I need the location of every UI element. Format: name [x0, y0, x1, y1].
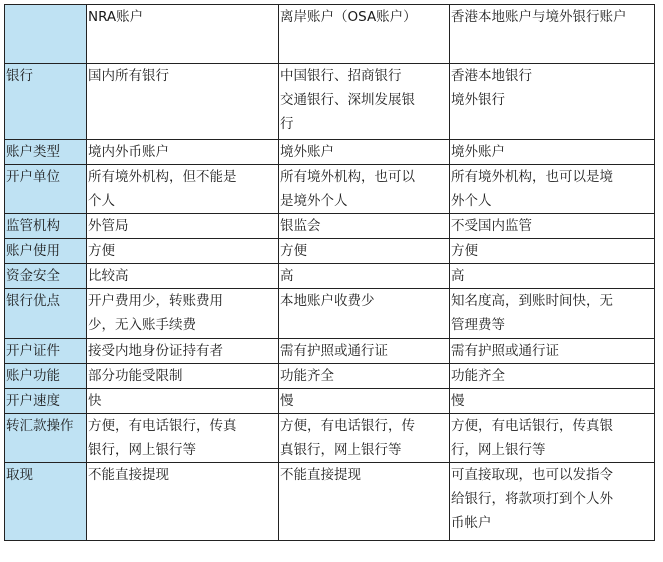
table-cell: [450, 264, 655, 289]
table-row: [5, 140, 655, 165]
cell-text-line: 境外账户: [280, 144, 334, 160]
table-cell: [279, 239, 450, 264]
table-cell: [279, 339, 450, 364]
row-label: 银行: [5, 64, 87, 140]
table-cell: [279, 165, 450, 214]
cell-text-line: 功能齐全: [280, 368, 334, 384]
cell-text-line: 不能直接提现: [88, 467, 169, 483]
row-label: 账户使用: [5, 239, 87, 264]
cell-text-line: 国内所有银行: [88, 68, 169, 84]
table-cell: [279, 289, 450, 339]
cell-text-line: 功能齐全: [451, 368, 505, 384]
cell-text-line: 行，网上银行等: [451, 442, 546, 458]
cell-text-line: 可直接取现，也可以发指令: [451, 467, 613, 483]
row-label: 银行优点: [5, 289, 87, 339]
table-row: [5, 339, 655, 364]
cell-text-line: 中国银行、招商银行: [280, 68, 402, 84]
cell-text-line: 香港本地银行: [451, 68, 532, 84]
table-row: [5, 463, 655, 541]
table-row: [5, 289, 655, 339]
row-label: 监管机构: [5, 214, 87, 239]
table-row: [5, 389, 655, 414]
cell-text-line: 不受国内监管: [451, 218, 532, 234]
table-cell: [450, 339, 655, 364]
table-row: [5, 165, 655, 214]
cell-text-line: 真银行，网上银行等: [280, 442, 402, 458]
row-label: 账户类型: [5, 140, 87, 165]
cell-text-line: 部分功能受限制: [88, 368, 183, 384]
table-cell: [87, 463, 279, 541]
cell-text-line: 需有护照或通行证: [451, 343, 559, 359]
table-cell: [279, 140, 450, 165]
table-body: [5, 64, 655, 541]
comparison-table-wrapper: [4, 4, 655, 541]
table-cell: [450, 140, 655, 165]
cell-text-line: 币帐户: [451, 515, 492, 531]
cell-text-line: 方便，有电话银行，传真: [88, 418, 237, 434]
table-cell: [279, 414, 450, 463]
table-cell: [279, 214, 450, 239]
cell-text-line: 外管局: [88, 218, 129, 234]
cell-text-line: 所有境外机构，也可以: [280, 169, 415, 185]
table-cell: [450, 414, 655, 463]
table-cell: [87, 64, 279, 140]
cell-text-line: 方便，有电话银行，传: [280, 418, 415, 434]
table-cell: [279, 364, 450, 389]
cell-text-line: 所有境外机构，也可以是境: [451, 169, 613, 185]
cell-text-line: 境外账户: [451, 144, 505, 160]
table-cell: [279, 64, 450, 140]
cell-text-line: 快: [88, 393, 102, 409]
cell-text-line: 慢: [451, 393, 465, 409]
cell-text-line: 给银行，将款项打到个人外: [451, 491, 613, 507]
cell-text-line: 需有护照或通行证: [280, 343, 388, 359]
table-cell: [279, 264, 450, 289]
row-label: 转汇款操作: [5, 414, 87, 463]
cell-text-line: 高: [280, 268, 294, 284]
table-row: [5, 214, 655, 239]
cell-text-line: 行: [280, 116, 294, 132]
table-row: [5, 364, 655, 389]
account-comparison-table: [4, 4, 655, 541]
table-cell: [279, 389, 450, 414]
header-nra-account: NRA账户: [87, 5, 279, 64]
cell-text-line: 不能直接提现: [280, 467, 361, 483]
table-row: [5, 264, 655, 289]
cell-text-line: 比较高: [88, 268, 129, 284]
table-cell: [87, 339, 279, 364]
header-row: [5, 5, 655, 64]
table-cell: [450, 389, 655, 414]
cell-text-line: 本地账户收费少: [280, 293, 375, 309]
row-label: 资金安全: [5, 264, 87, 289]
header-corner-cell: [5, 5, 87, 64]
header-hk-account: 香港本地账户与境外银行账户: [450, 5, 655, 64]
table-cell: [450, 463, 655, 541]
table-cell: [87, 214, 279, 239]
cell-text-line: 慢: [280, 393, 294, 409]
table-cell: [87, 140, 279, 165]
table-cell: [450, 289, 655, 339]
table-cell: [450, 364, 655, 389]
row-label: 开户单位: [5, 165, 87, 214]
cell-text-line: 开户费用少，转账费用: [88, 293, 223, 309]
row-label: 取现: [5, 463, 87, 541]
row-label: 账户功能: [5, 364, 87, 389]
cell-text-line: 外个人: [451, 193, 492, 209]
table-row: [5, 414, 655, 463]
table-cell: [87, 264, 279, 289]
table-row: [5, 239, 655, 264]
cell-text-line: 管理费等: [451, 317, 505, 333]
table-cell: [450, 165, 655, 214]
cell-text-line: 知名度高，到账时间快，无: [451, 293, 613, 309]
cell-text-line: 方便: [451, 243, 478, 259]
table-cell: [87, 165, 279, 214]
cell-text-line: 银监会: [280, 218, 321, 234]
table-cell: [87, 414, 279, 463]
header-offshore-account: 离岸账户（OSA账户）: [279, 5, 450, 64]
table-cell: [87, 239, 279, 264]
table-row: [5, 64, 655, 140]
cell-text-line: 方便: [88, 243, 115, 259]
cell-text-line: 银行，网上银行等: [88, 442, 196, 458]
cell-text-line: 境外银行: [451, 92, 505, 108]
table-cell: [450, 64, 655, 140]
table-cell: [450, 214, 655, 239]
cell-text-line: 方便，有电话银行，传真银: [451, 418, 613, 434]
row-label: 开户证件: [5, 339, 87, 364]
table-cell: [87, 364, 279, 389]
cell-text-line: 少，无入账手续费: [88, 317, 196, 333]
cell-text-line: 高: [451, 268, 465, 284]
cell-text-line: 境内外币账户: [88, 144, 169, 160]
cell-text-line: 是境外个人: [280, 193, 348, 209]
row-label: 开户速度: [5, 389, 87, 414]
table-cell: [87, 389, 279, 414]
cell-text-line: 方便: [280, 243, 307, 259]
cell-text-line: 所有境外机构，但不能是: [88, 169, 237, 185]
cell-text-line: 接受内地身份证持有者: [88, 343, 223, 359]
table-cell: [87, 289, 279, 339]
table-cell: [279, 463, 450, 541]
table-cell: [450, 239, 655, 264]
cell-text-line: 个人: [88, 193, 115, 209]
cell-text-line: 交通银行、深圳发展银: [280, 92, 415, 108]
